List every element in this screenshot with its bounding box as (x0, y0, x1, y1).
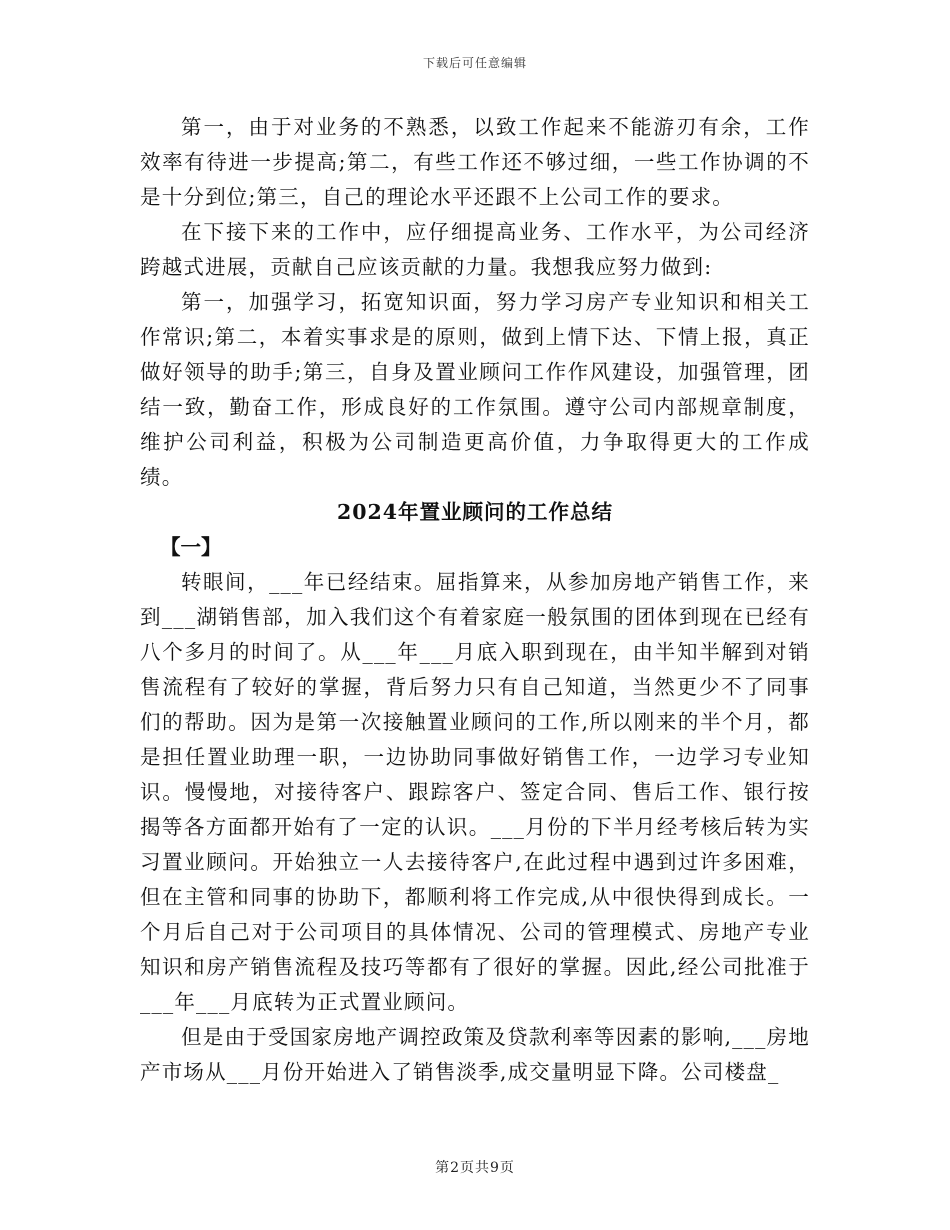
section-label: 【一】 (160, 535, 222, 559)
paragraph-2: 在下接下来的工作中，应仔细提高业务、工作水平，为公司经济跨越式进展，贡献自己应该贡献的力量。我想我应努力做到: (140, 220, 810, 279)
paragraph-3: 第一，加强学习，拓宽知识面，努力学习房产专业知识和相关工作常识;第二，本着实事求是的原则，做到上情下达、下情上报，真正做好领导的助手;第三，自身及置业顾问工作作风建设，加强管理，团结一致，勤奋工作，形成良好的工作氛围。遵守公司内部规章制度，维护公司利益，积极为公司制造更高价值，力争取得更大的工作成绩。 (140, 290, 810, 489)
paragraph-4: 转眼间，___年已经结束。屈指算来，从参加房地产销售工作，来到___湖销售部，加入我们这个有着家庭一般氛围的团体到现在已经有八个多月的时间了。从___年___月底入职到现在，由半知半解到对销售流程有了较好的掌握，背后努力只有自己知道，当然更少不了同事们的帮助。因为是第一次接触置业顾问的工作,所以刚来的半个月，都是担任置业助理一职，一边协助同事做好销售工作，一边学习专业知识。慢慢地，对接待客户、跟踪客户、签定合同、售后工作、银行按揭等各方面都开始有了一定的认识。___月份的下半月经考核后转为实习置业顾问。开始独立一人去接待客户,在此过程中遇到过许多困难，但在主管和同事的协助下，都顺利将工作完成,从中很快得到成长。一个月后自己对于公司项目的具体情况、公司的管理模式、房地产专业知识和房产销售流程及技巧等都有了很好的掌握。因此,经公司批准于___年___月底转为正式置业顾问。 (140, 570, 810, 1014)
document-title: 2024年置业顾问的工作总结 (336, 500, 614, 524)
paragraph-5: 但是由于受国家房地产调控政策及贷款利率等因素的影响,___房地产市场从___月份开始进入了销售淡季,成交量明显下降。公司楼盘_ (140, 1025, 810, 1084)
paragraph-1: 第一，由于对业务的不熟悉，以致工作起来不能游刃有余，工作效率有待进一步提高;第二，有些工作还不够过细，一些工作协调的不是十分到位;第三，自己的理论水平还跟不上公司工作的要求。 (140, 115, 810, 209)
page-header-note: 下载后可任意编辑 (422, 56, 527, 70)
page-footer-number: 第2页共9页 (435, 1160, 515, 1176)
document-body (140, 110, 810, 1090)
